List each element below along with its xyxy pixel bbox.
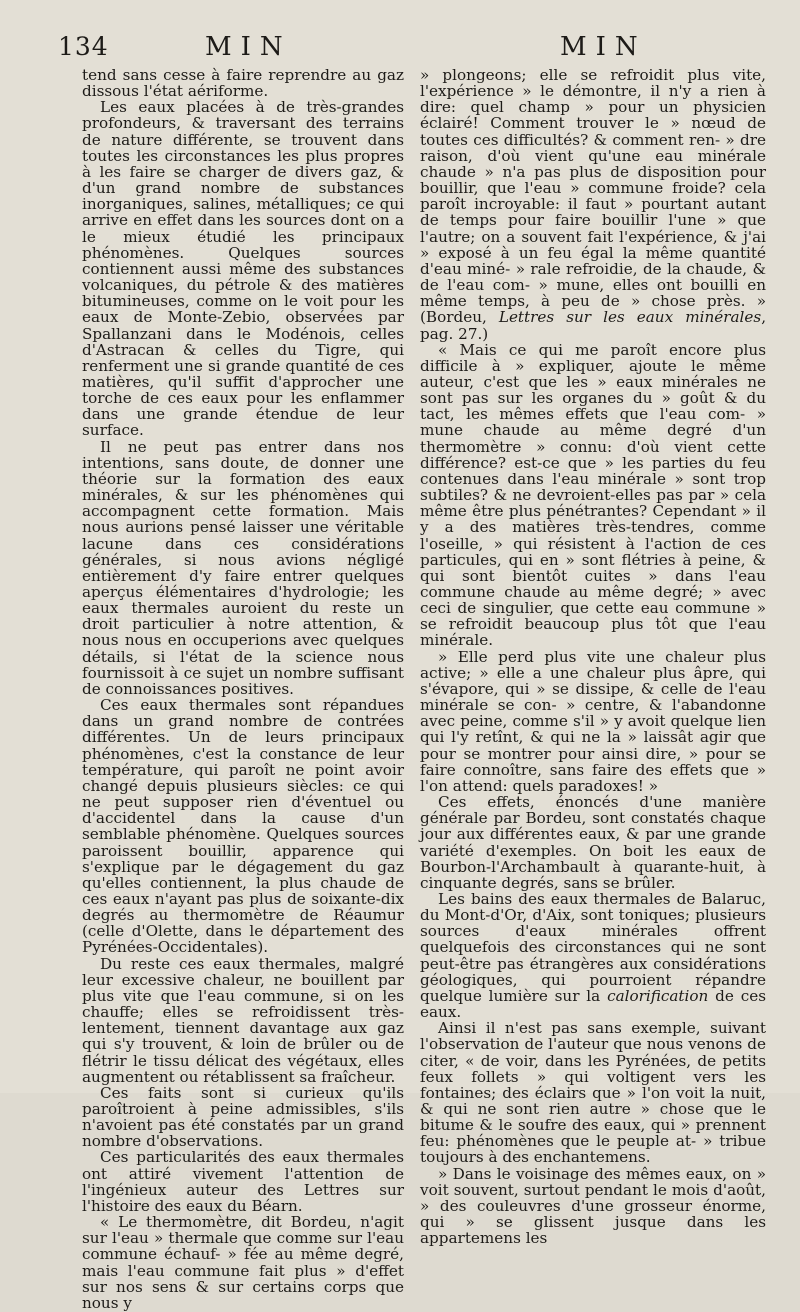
paragraph-text: Ces faits sont si curieux qu'ils paroîtroient à peine admissibles, s'ils n'avoient pas été constatés par un grand nombre d'observations. — [82, 1083, 404, 1151]
page-header — [0, 30, 800, 64]
paragraph-text: tend sans cesse à faire reprendre au gaz dissous l'état aériforme. — [82, 66, 404, 101]
paragraph-text: Ces eaux thermales sont répandues dans un grand nombre de contrées différentes. Un de leurs principaux phénomènes, c'est la constance de leur température, qui paroît ne point avoir changé depuis plusieurs siècles: ce qui ne peut supposer rien d'éventuel ou d'accidentel dans la cause d'un semblable phénomène. Quelques sources paroissent bouillir, apparence qui s'explique par le dégagement du gaz qu'elles contiennent, la plus chaude de ces eaux n'ayant pas plus de soixante-dix degrés au thermomètre de Réaumur (celle d'Olette, dans le département des Pyrénées-Occidentales). — [82, 696, 404, 957]
paragraph — [82, 1149, 404, 1214]
paragraph-text: » Elle perd plus vite une chaleur plus active; » elle a une chaleur plus âpre, qui s'évapore, qui » se dissipe, & celle de l'eau minérale se con- » centre, & l'abandonne avec peine, comme s'il » y avoit quelque lien qui l'y retînt, & qui ne la » laissât agir que pour se montrer pour ainsi dire, » pour se faire connoître, sans faire des effets que » l'on attend: quels paradoxes! » — [420, 647, 766, 795]
page-number: 134 — [58, 32, 109, 61]
paragraph — [82, 99, 404, 438]
paragraph — [420, 67, 766, 342]
paragraph — [82, 697, 404, 956]
paragraph — [82, 956, 404, 1085]
paragraph-text: Les bains des eaux thermales de Balaruc, du Mont-d'Or, d'Aix, sont toniques; plusieurs sources d'eaux minérales offrent quelquefois des circonstances qui ne sont peut-être pas étrangères aux considérations géologiques, qui pourroient répandre quelque lumière sur la — [420, 889, 766, 1005]
paragraph — [82, 1085, 404, 1150]
paragraph-text: » Dans le voisinage des mêmes eaux, on » voit souvent, surtout pendant le mois d'août, » des couleuvres d'une grosseur énorme, qui » se glissent jusque dans les appartemens les — [420, 1164, 766, 1248]
paragraph-text: » plongeons; elle se refroidit plus vite, l'expérience » le démontre, il n'y a rien à dire: quel champ » pour un physicien éclairé! Comment trouver le » nœud de toutes ces difficultés? & comment ren- » dre raison, d'où vient qu'une eau minérale chaude » n'a pas plus de disposition pour bouillir, que l'eau » commune froide? cela paroît incroyable: il faut » pourtant autant de temps pour faire bouillir l'une » que l'autre; on a souvent fait l'expérience, & j'ai » exposé à un feu égal la même quantité d'eau miné- » rale refroidie, de la chaude, & de l'eau com- » mune, elles ont bouilli en même temps, à peu de » chose près. » (Bordeu, — [420, 66, 766, 327]
paragraph — [420, 794, 766, 891]
paragraph — [420, 342, 766, 649]
italic-title: Lettres sur les eaux minérales — [498, 308, 762, 327]
paragraph-text: Du reste ces eaux thermales, malgré leur excessive chaleur, ne bouillent par plus vite que l'eau commune, si on les chauffe; elles se refroidissent très-lentement, tiennent davantage aux gaz qui s'y trouvent, & loin de brûler ou de flétrir le tissu délicat des végétaux, elles augmentent ou rétablissent sa fraîcheur. — [82, 954, 404, 1086]
right-text-column — [420, 67, 766, 1246]
paragraph — [420, 1166, 766, 1247]
running-head-right: MIN — [560, 32, 647, 62]
paragraph — [82, 67, 404, 99]
paragraph — [420, 649, 766, 794]
paragraph — [420, 891, 766, 1020]
left-text-column — [82, 67, 404, 1311]
paragraph — [82, 1214, 404, 1311]
paragraph — [420, 1020, 766, 1165]
running-head-left: MIN — [205, 32, 292, 62]
italic-title: calorification — [607, 986, 709, 1005]
paragraph-text: « Le thermomètre, dit Bordeu, n'agit sur l'eau » thermale que comme sur l'eau commune échauf- » fée au même degré, mais l'eau commune fait plus » d'effet sur nos sens & sur certains corps que nous y — [82, 1213, 404, 1312]
paragraph-tail: de ces eaux. — [420, 986, 766, 1022]
paragraph-text: Ainsi il n'est pas sans exemple, suivant l'observation de l'auteur que nous venons de citer, « de voir, dans les Pyrénées, de petits feux follets » qui voltigent vers les fontaines; des éclairs que » l'on voit la nuit, & qui ne sont rien autre » chose que le bitume & le soufre des eaux, qui » prennent feu: phénomènes que le peuple at- » tribue toujours à des enchantemens. — [420, 1019, 766, 1167]
paragraph-text: « Mais ce qui me paroît encore plus difficile à » expliquer, ajoute le même auteur, c'est que les » eaux minérales ne sont pas sur les organes du » goût & du tact, les mêmes effets que l'eau com- » mune chaude au même degré d'un thermomètre » connu: d'où vient cette différence? est-ce que » les parties du feu contenues dans l'eau minérale » sont trop subtiles? & ne devroient-elles pas par » cela même être plus pénétrantes? Cependant » il y a des matières très-tendres, comme l'oseille, » qui résistent à l'action de ces particules, qui en » sont flétries à peine, & qui sont bientôt cuites » dans l'eau commune chaude au même degré; » avec ceci de singulier, que cette eau commune » se refroidit beaucoup plus tôt que l'eau minérale. — [420, 340, 766, 650]
paragraph-tail: , pag. 27.) — [420, 308, 767, 343]
paragraph-text: Ces effets, énoncés d'une manière générale par Bordeu, sont constatés chaque jour aux différentes eaux, & par une grande variété d'exemples. On boit les eaux de Bourbon-l'Archambault à quarante-huit, à cinquante degrés, sans se brûler. — [420, 793, 766, 892]
paragraph-text: Les eaux placées à de très-grandes profondeurs, & traversant des terrains de nature différente, se trouvent dans toutes les circonstances les plus propres à les faire se charger de divers gaz, & d'un grand nombre de substances inorganiques, salines, métalliques; ce qui arrive en effet dans les sources dont on a le mieux étudié les principaux phénomènes. Quelques sources contiennent aussi même des substances volcaniques, du pétrole & des matières bitumineuses, comme on le voit pour les eaux de Monte-Zebio, observées par Spallanzani dans le Modénois, celles d'Astracan & celles du Tigre, qui renferment une si grande quantité de ces matières, qu'il suffit d'approcher une torche de ces eaux pour les enflammer dans une grande étendue de leur surface. — [82, 98, 404, 440]
paragraph — [82, 439, 404, 698]
paragraph-text: Ces particularités des eaux thermales ont attiré vivement l'attention de l'ingénieux auteur des Lettres sur l'histoire des eaux du Béarn. — [82, 1148, 404, 1215]
paragraph-text: Il ne peut pas entrer dans nos intentions, sans doute, de donner une théorie sur la formation des eaux minérales, & sur les phénomènes qui accompagnent cette formation. Mais nous aurions pensé laisser une véritable lacune dans ces considérations générales, si nous avions négligé entièrement d'y faire entrer quelques aperçus élémentaires d'hydrologie; les eaux thermales auroient du reste un droit particulier à notre attention, & nous nous en occuperions avec quelques détails, si l'état de la science nous fournissoit à ce sujet un nombre suffisant de connoissances positives. — [82, 437, 404, 698]
